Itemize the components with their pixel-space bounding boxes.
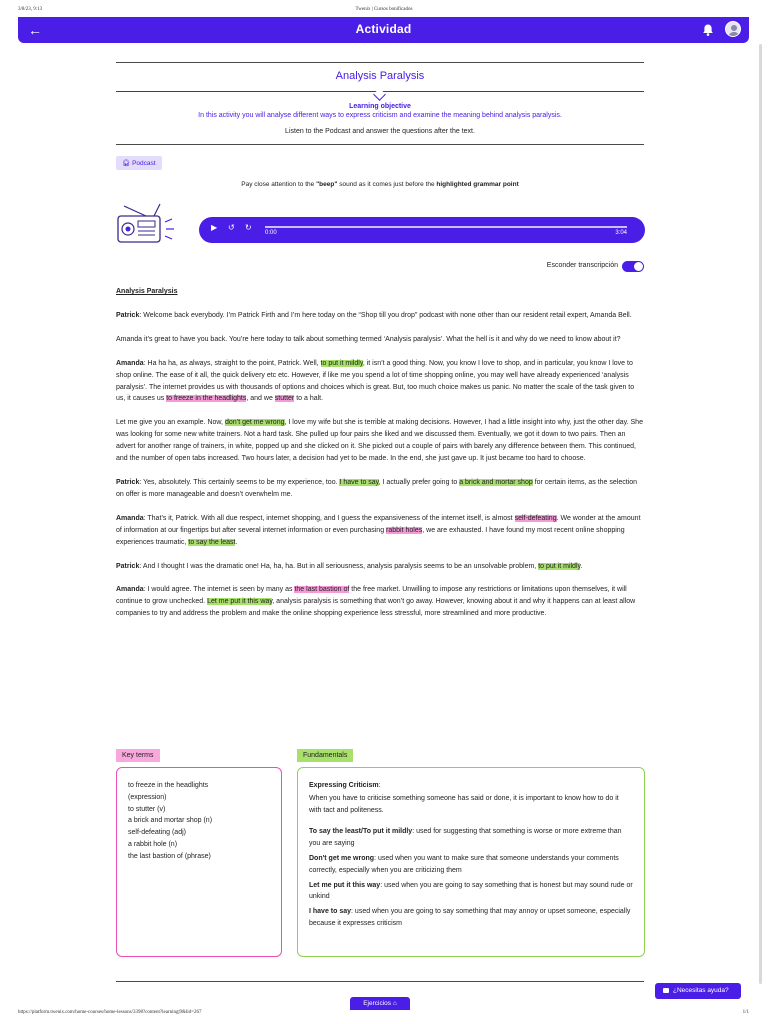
fundamentals-item: To say the least/To put it mildly: used for suggesting that something is worse or more extreme than you are saying: [309, 828, 622, 848]
chat-icon: [663, 988, 669, 993]
transcript: [116, 286, 644, 620]
key-term-item: to stutter (v): [128, 805, 166, 813]
activity-instruction: Listen to the Podcast and answer the questions after the text.: [285, 128, 475, 135]
print-header: [0, 7, 768, 17]
scrollbar[interactable]: [759, 44, 762, 984]
learning-objective-text: In this activity you will analyse different ways to express criticism and examine the meaning behind analysis paralysis.: [198, 112, 562, 119]
audio-player: [199, 217, 645, 243]
top-bar: [18, 17, 749, 43]
transcript-paragraph: Amanda: Ha ha ha, as always, straight to the point, Patrick. Well, to put it mildly, it isn’t a good thing. Now, you know I love to shop, and in particular, you know I love to shop online. The ease of it all, the quick delivery etc etc. However, if like me you spend a lot of time shopping online, you may well have already experienced ‘analysis paralysis’. The internet provides us with thousands of options and choices which is great. But, too much choice makes us panic. No matter the scale of the task given to us, it causes us to freeze in the headlights, and we stutter to a halt.: [116, 359, 635, 403]
beep-note: Pay close attention to the "beep" sound as it comes just before the highlighted grammar point: [241, 181, 519, 188]
learning-objective-label: Learning objective: [349, 103, 411, 110]
fundamentals-item: Don't get me wrong: used when you want to make sure that someone understands your comments correctly, especially when you are criticizing them: [309, 854, 619, 874]
forward-icon[interactable]: ↻: [245, 223, 252, 232]
key-term-item: self-defeating (adj): [128, 829, 186, 837]
transcript-paragraph: Patrick: Yes, absolutely. This certainly seems to be my experience, too. I have to say, I actually prefer going to a brick and mortar shop for certain items, as the selection on offer is more manageable and doesn’t overwhelm me.: [116, 478, 638, 498]
fundamentals-item: Let me put it this way: used when you are going to say something that is honest but may sound rude or unkind: [309, 881, 633, 901]
avatar-icon[interactable]: [725, 21, 741, 37]
fundamentals-item: I have to say: used when you are going to say something that may annoy or upset someone, especially because it expresses criticism: [309, 908, 631, 927]
print-footer: [18, 1010, 749, 1015]
print-date: 3/8/23, 9:13: [18, 7, 43, 12]
key-term-item: to freeze in the headlights: [128, 782, 209, 789]
transcript-paragraph: Amanda: I would agree. The internet is seen by many as the last bastion of the free market. Unwilling to impose any restrictions or limitations upon themselves, it will continue to grow unchecked. Let me put it this way, analysis paralysis is something that won’t go away. However, knowing about it and why it happens can at least allow companies to try and address the problem and make the online shopping experience less stressful, more streamlined and more productive.: [116, 586, 636, 618]
audio-progress-track[interactable]: [265, 226, 627, 228]
fundamentals-intro: When you have to criticise something someone has said or done, it is important to know how to do it with tact and politeness.: [309, 794, 619, 814]
audio-current-time: 0:00: [265, 230, 277, 236]
transcript-toggle-label: Esconder transcripción: [546, 262, 618, 269]
play-icon[interactable]: ▶: [211, 223, 218, 232]
divider: [116, 144, 644, 145]
divider: [116, 981, 644, 982]
reference-boxes: [116, 749, 646, 959]
lock-icon: ⌂: [392, 1000, 397, 1007]
bell-icon[interactable]: [701, 23, 715, 37]
transcript-title: Analysis Paralysis: [116, 288, 178, 295]
activity-title: Analysis Paralysis: [335, 70, 425, 82]
transcript-toggle[interactable]: [622, 261, 644, 272]
transcript-toggle-row: [116, 260, 644, 274]
divider: [116, 62, 644, 63]
podcast-player-row: [116, 194, 644, 260]
transcript-paragraph: Amanda it’s great to have you back. You’re here today to talk about something termed ‘Analysis paralysis’. What the hell is it and why do we need to know about it?: [116, 335, 621, 343]
transcript-paragraph: Patrick: Welcome back everybody. I’m Patrick Firth and I’m here today on the “Shop till you drop” podcast with none other than our resident retail expert, Amanda Bell.: [116, 311, 632, 319]
activity-content: [116, 44, 644, 632]
key-terms-label: Key terms: [116, 749, 160, 762]
fundamentals-box: [297, 767, 645, 957]
fundamentals-label: Fundamentals: [297, 749, 353, 762]
transcript-paragraph: Patrick: And I thought I was the dramatic one! Ha, ha, ha. But in all seriousness, analysis paralysis seems to be an unsolvable problem, to put it mildly.: [116, 562, 583, 570]
key-term-item: (expression): [128, 793, 167, 801]
transcript-paragraph: Let me give you an example. Now, don’t get me wrong, I love my wife but she is terrible at making decisions. However, I had a little insight into why, just the other day. She was looking for some new white trainers. Not a hard task. She pulled up four pairs she liked and we discussed them. Eventually, we got it down to two pairs. Then an advert for another range of trainers, in white, popped up and she clicked on it. She picked out a couple of pairs with barely any difference between them. This continued, and the number of open tabs increased. Two hours later, a decision had yet to be made. In the end, she just gave up. It just became too hard to choose.: [116, 419, 643, 463]
title-divider: [116, 91, 644, 92]
key-terms-box: [116, 767, 282, 957]
key-term-item: a brick and mortar shop (n): [128, 817, 213, 825]
transcript-paragraph: Amanda: That’s it, Patrick. With all due respect, internet shopping, and I guess the expansiveness of the internet itself, is almost self-defeating. We wonder at the amount of information at our fingertips but after several internet information or even purchasing rabbit holes, we are exhausted. I have found my most recent online shopping experiences traumatic, to say the least.: [116, 514, 641, 546]
print-page-number: 1/1: [742, 1010, 749, 1015]
podcast-tag-label: Podcast: [132, 160, 156, 167]
exercises-button[interactable]: Ejercicios ⌂: [350, 997, 410, 1010]
arrow-left-icon[interactable]: ←: [28, 22, 42, 38]
page-title: Actividad: [355, 22, 412, 36]
key-term-item: the last bastion of (phrase): [128, 852, 211, 860]
fundamentals-heading: Expressing Criticism:: [309, 782, 381, 789]
radio-illustration-icon: [116, 200, 180, 248]
audio-total-time: 3:04: [615, 230, 627, 236]
podcast-tag: [116, 156, 162, 170]
print-title: Twenix | Cursos bonificados: [355, 7, 413, 12]
print-url: https://platform.twenix.com/home-courses/home-lessons/3398?content?learning|9&lid=267: [18, 1010, 202, 1015]
rewind-icon[interactable]: ↺: [228, 223, 235, 232]
headphones-icon: 🎧︎: [122, 160, 131, 167]
help-button[interactable]: ¿Necesitas ayuda?: [655, 983, 741, 999]
key-term-item: a rabbit hole (n): [128, 840, 178, 848]
